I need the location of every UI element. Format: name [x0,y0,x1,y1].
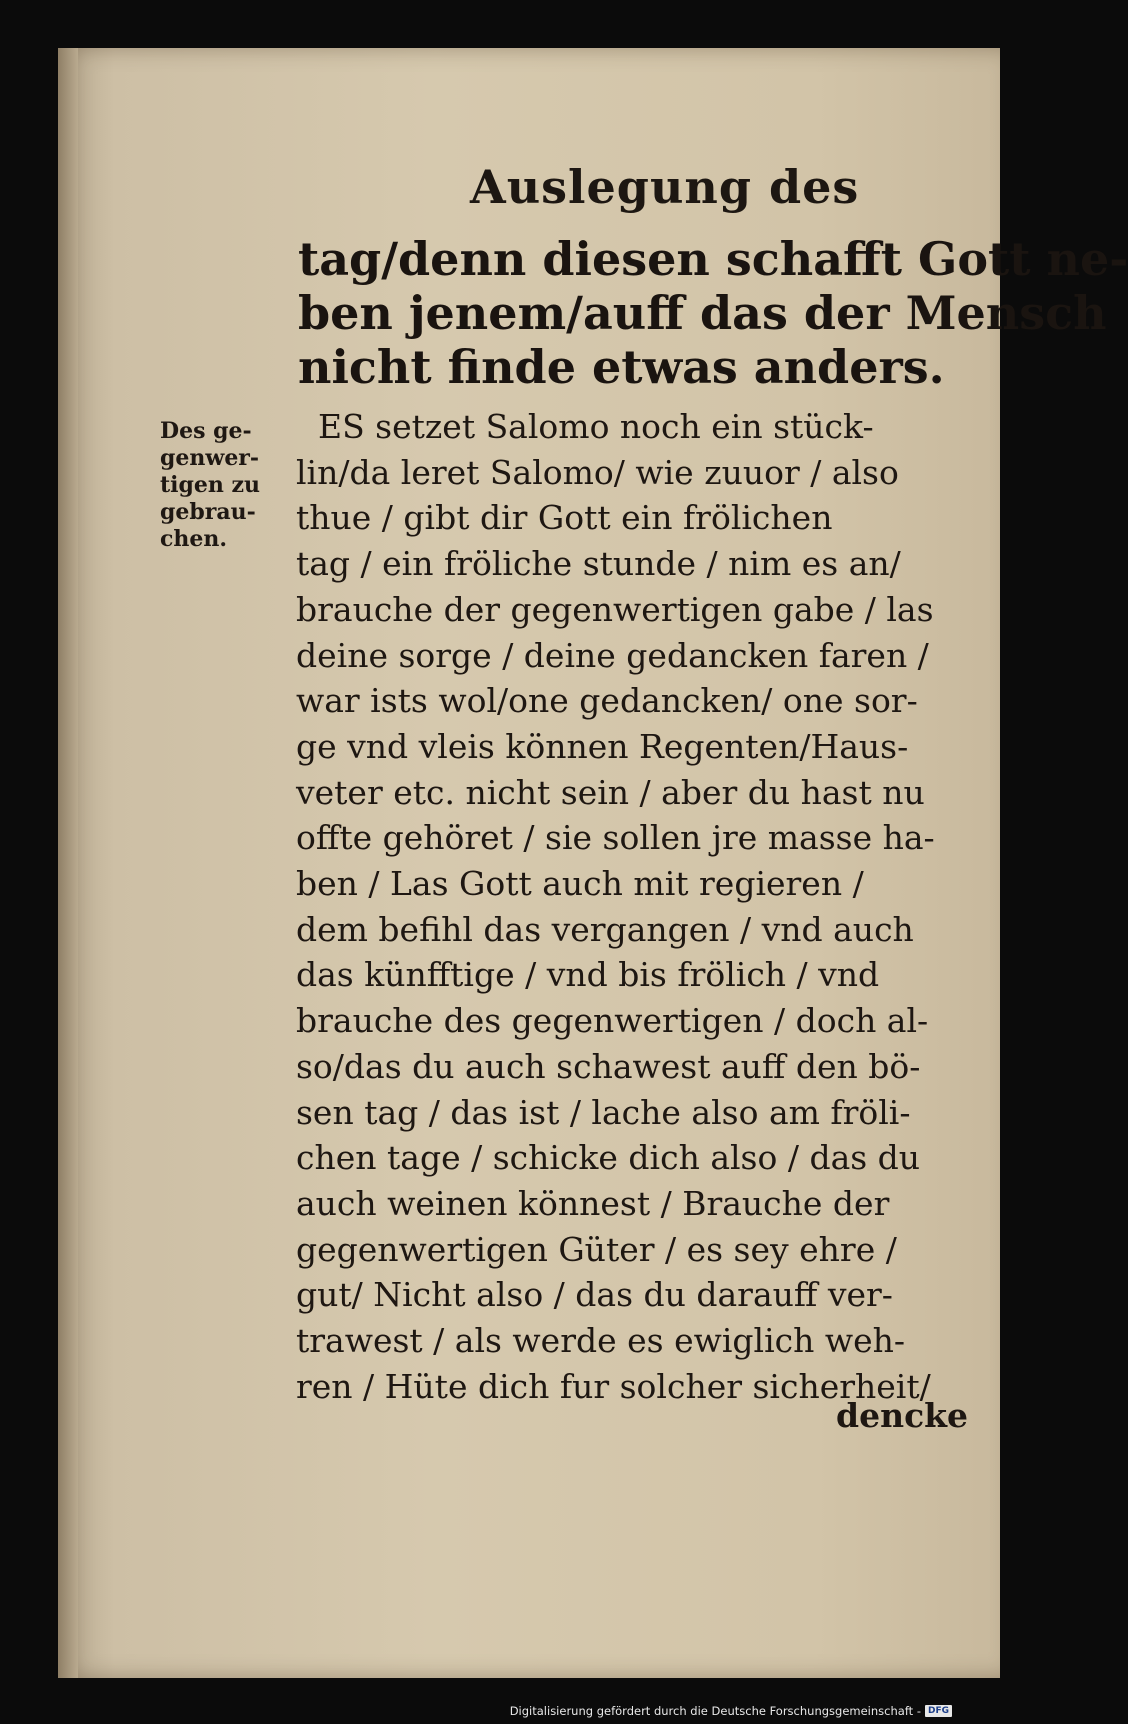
headline-line: nicht finde etwas anders. [298,340,945,394]
body-line: ES setzet Salomo noch ein stück- [318,407,874,446]
body-line: ge vnd vleis können Regenten/Haus- [296,726,909,766]
body-line: war ists wol/one gedancken/ one sor- [296,681,918,721]
marginal-note-line: genwer- [160,445,260,471]
body-line: so/das du auch schawest auff den bö- [296,1046,921,1086]
dfg-logo: DFG [925,1705,952,1717]
catchword: dencke [836,1396,969,1435]
headline-line: ben jenem/auff das der Mensch [298,286,1107,340]
marginal-note-line: tigen zu [160,472,261,498]
marginal-note-line: Des ge- [160,418,252,444]
body-line: trawest / als werde es ewiglich weh- [296,1321,906,1361]
body-line: lin/da leret Salomo/ wie zuuor / also [296,452,899,492]
headline [298,232,1128,394]
body-text [296,404,956,1409]
body-line: sen tag / das ist / lache also am fröli- [296,1092,911,1132]
body-line: dem befihl das vergangen / vnd auch [296,909,914,949]
body-line: tag / ein fröliche stunde / nim es an/ [296,544,901,584]
body-line: offte gehöret / sie sollen jre masse ha- [296,818,935,858]
marginal-note-line: gebrau- [160,499,256,525]
marginal-note [160,418,290,553]
body-line: thue / gibt dir Gott ein frölichen [296,498,833,538]
body-line: ren / Hüte dich fur solcher sicherheit/ [296,1366,931,1406]
body-line: gut/ Nicht also / das du darauff ver- [296,1275,893,1315]
body-line: gegenwertigen Güter / es sey ehre / [296,1229,897,1269]
digitization-credit [510,1704,952,1718]
headline-line: tag/denn diesen schafft Gott ne- [298,232,1128,286]
marginal-note-line: chen. [160,526,228,552]
body-line: ben / Las Gott auch mit regieren / [296,864,864,904]
body-line: deine sorge / deine gedancken faren / [296,635,929,675]
body-line: das künfftige / vnd bis frölich / vnd [296,955,880,995]
body-line: brauche des gegenwertigen / doch al- [296,1001,929,1041]
body-line: auch weinen könnest / Brauche der [296,1183,890,1223]
credit-text: Digitalisierung gefördert durch die Deutsche Forschungsgemeinschaft - [509,1704,921,1718]
running-head: Auslegung des [470,160,860,214]
body-line: brauche der gegenwertigen gabe / las [296,589,934,629]
page-gutter [58,48,78,1678]
body-line: veter etc. nicht sein / aber du hast nu [296,772,925,812]
body-line: chen tage / schicke dich also / das du [296,1138,921,1178]
